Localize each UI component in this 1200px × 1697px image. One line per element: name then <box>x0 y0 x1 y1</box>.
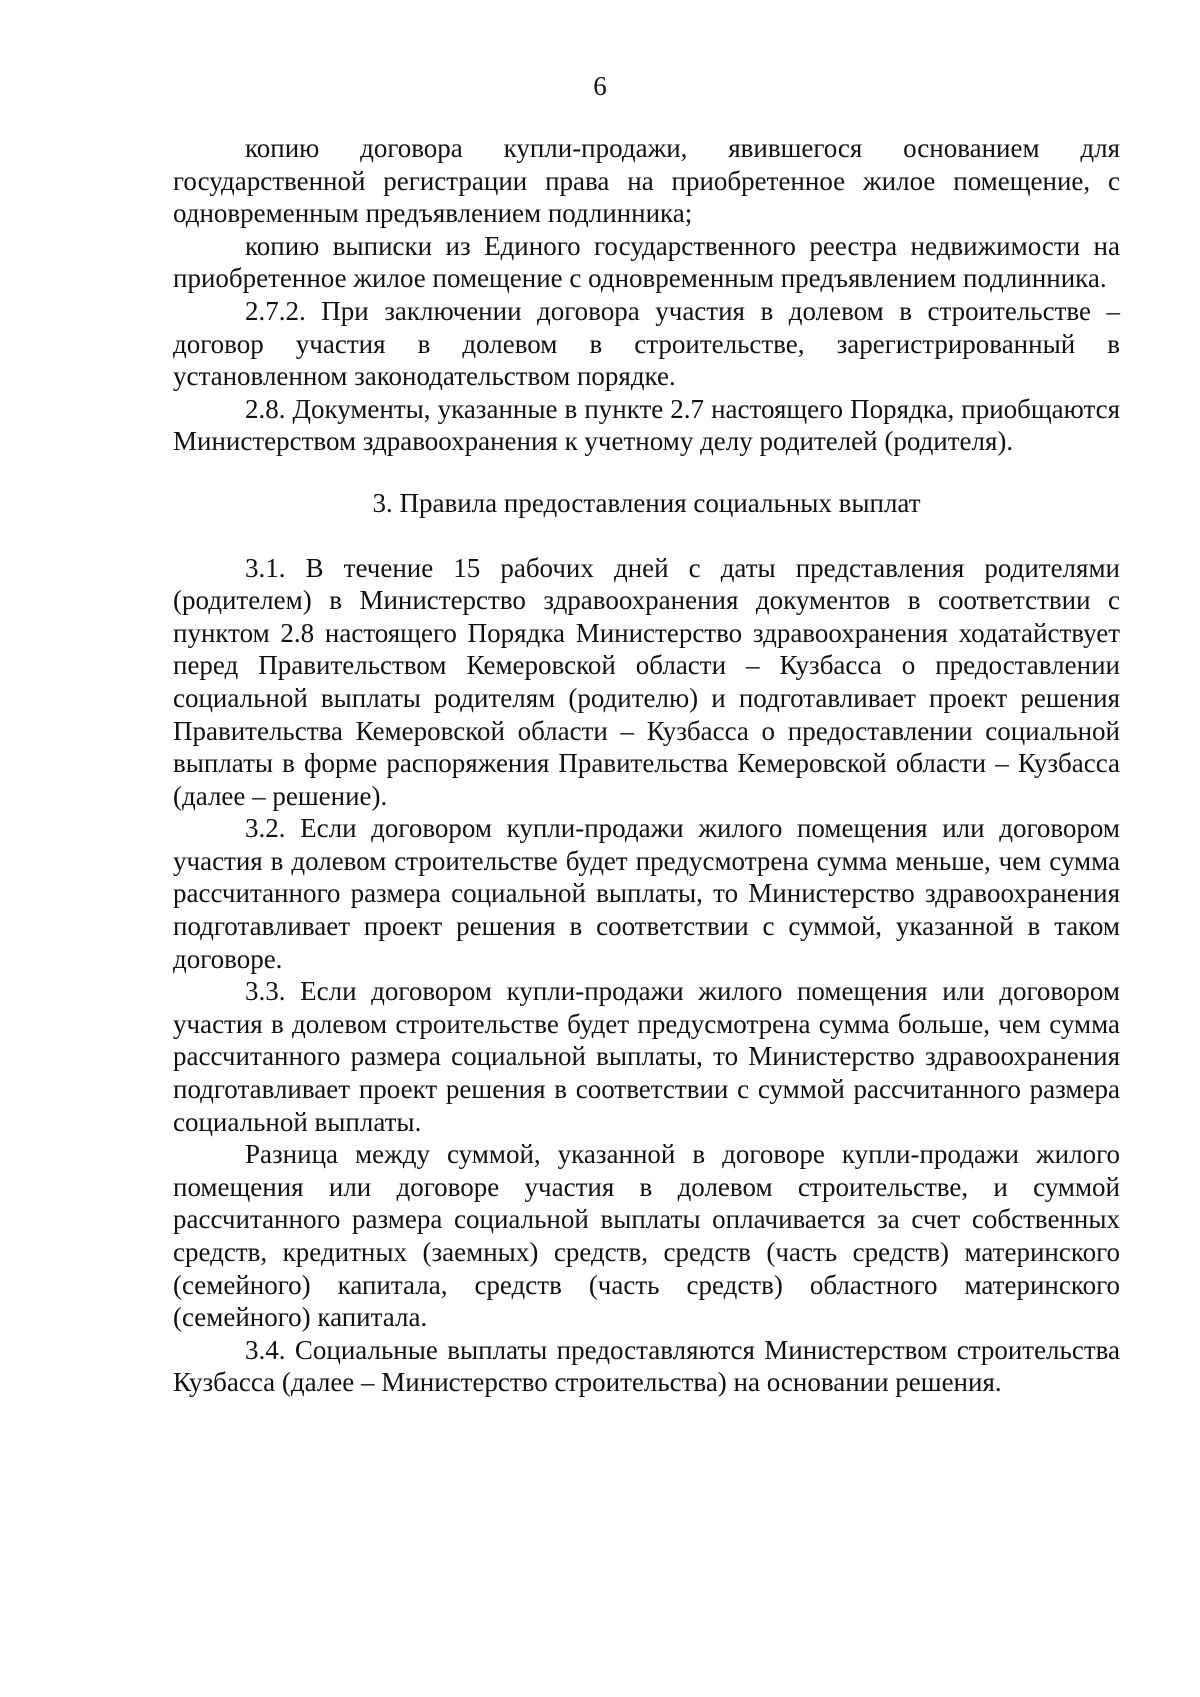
paragraph-registry-extract: копию выписки из Единого государственного реестра недвижимости на приобретенное жилое помещение с одновременным предъявлением подлинника. <box>173 230 1120 294</box>
page-number: 6 <box>593 71 607 101</box>
document-body <box>173 132 1120 1399</box>
paragraph-contract-copy: копию договора купли-продажи, явившегося основанием для государственной регистрации права на приобретенное жилое помещение, с одновременным предъявлением подлинника; <box>173 133 1120 229</box>
section-heading: 3. Правила предоставления социальных выплат <box>372 487 921 518</box>
paragraph-3-2: 3.2. Если договором купли-продажи жилого помещения или договором участия в долевом строительстве будет предусмотрена сумма меньше, чем сумма рассчитанного размера социальной выплаты, то Министерство здравоохранения подготавливает проект решения в соответствии с суммой, указанной в таком договоре. <box>173 813 1120 974</box>
paragraph-2-8: 2.8. Документы, указанные в пункте 2.7 настоящего Порядка, приобщаются Министерством здравоохранения к учетному делу родителей (родителя). <box>173 393 1120 457</box>
paragraph-3-4: 3.4. Социальные выплаты предоставляются Министерством строительства Кузбасса (далее – Министерство строительства) на основании решения. <box>173 1334 1120 1398</box>
paragraph-3-1: 3.1. В течение 15 рабочих дней с даты представления родителями (родителем) в Министерство здравоохранения документов в соответствии с пунктом 2.8 настоящего Порядка Министерство здравоохранения ходатайствует перед Правительством Кемеровской области – Кузбасса о предоставлении социальной выплаты родителям (родителю) и подготавливает проект решения Правительства Кемеровской области – Кузбасса о предоставлении социальной выплаты в форме распоряжения Правительства Кемеровской области – Кузбасса (далее – решение). <box>173 552 1120 811</box>
paragraph-3-3: 3.3. Если договором купли-продажи жилого помещения или договором участия в долевом строительстве будет предусмотрена сумма больше, чем сумма рассчитанного размера социальной выплаты, то Министерство здравоохранения подготавливает проект решения в соответствии с суммой рассчитанного размера социальной выплаты. <box>173 976 1120 1137</box>
paragraph-2-7-2: 2.7.2. При заключении договора участия в долевом в строительстве – договор участия в долевом в строительстве, зарегистрированный в установленном законодательством порядке. <box>173 295 1120 392</box>
paragraph-difference: Разница между суммой, указанной в договоре купли-продажи жилого помещения или договоре участия в долевом строительстве, и суммой рассчитанного размера социальной выплаты оплачивается за счет собственных средств, кредитных (заемных) средств, средств (часть средств) материнского (семейного) капитала, средств (часть средств) областного материнского (семейного) капитала. <box>173 1139 1120 1333</box>
